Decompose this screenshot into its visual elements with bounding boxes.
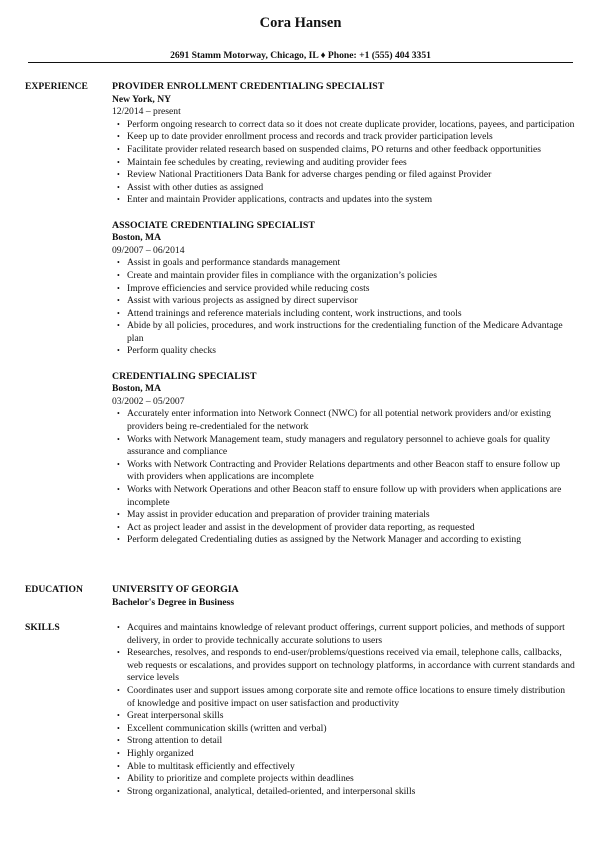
skill-item: • Able to multitask efficiently and effectively (127, 761, 575, 774)
section-label-education: EDUCATION (25, 584, 83, 595)
skill-item: • Ability to prioritize and complete projects within deadlines (127, 773, 575, 786)
job-bullet: • Enter and maintain Provider applications, contracts and updates into the system (127, 194, 575, 207)
job-bullet: • Maintain fee schedules by creating, reviewing and auditing provider fees (127, 157, 575, 170)
job-title: ASSOCIATE CREDENTIALING SPECIALIST (112, 219, 315, 231)
degree: Bachelor's Degree in Business (112, 596, 235, 608)
job-bullet: • May assist in provider education and preparation of provider training materials (127, 509, 575, 522)
job-bullet: • Assist with other duties as assigned (127, 182, 575, 195)
job-bullet: • Act as project leader and assist in the development of provider data reporting, as requested (127, 522, 575, 535)
job-bullet: • Create and maintain provider files in compliance with the organization’s policies (127, 270, 575, 283)
experience-section (25, 81, 575, 547)
job-bullet: • Abide by all policies, procedures, and work instructions for the credentialing function of the Medicare Advantage plan (127, 320, 575, 345)
skill-item: • Coordinates user and support issues among corporate site and remote office locations to ensure timely distribution of knowledge and positive impact on user satisfaction and productivity (127, 685, 575, 710)
skill-item: • Excellent communication skills (written and verbal) (127, 723, 575, 736)
job-dates: 03/2002 – 05/2007 (112, 395, 185, 407)
section-label-skills: SKILLS (25, 622, 60, 633)
school-name: UNIVERSITY OF GEORGIA (112, 584, 239, 595)
job-bullets (112, 119, 575, 207)
job-bullets (112, 257, 575, 358)
education-section (25, 584, 575, 609)
job-bullet: • Works with Network Operations and other Beacon staff to ensure follow up with providers when applications are incomplete (127, 484, 575, 509)
job-entry (112, 81, 575, 207)
job-bullet: • Accurately enter information into Network Connect (NWC) for all potential network providers and/or existing providers being re-credentialed for the network (127, 408, 575, 433)
header-divider (28, 62, 573, 63)
job-bullet: • Improve efficiencies and service provided while reducing costs (127, 283, 575, 296)
skill-item: • Acquires and maintains knowledge of relevant product offerings, current support policies, and methods of support delivery, in order to provide technically accurate solutions to users (127, 622, 575, 647)
job-dates: 12/2014 – present (112, 106, 181, 118)
job-bullet: • Attend trainings and reference materials including content, work instructions, and tools (127, 308, 575, 321)
job-bullet: • Keep up to date provider enrollment process and records and track provider participation levels (127, 131, 575, 144)
contact-info: 2691 Stamm Motorway, Chicago, IL ♦ Phone: +1 (555) 404 3351 (170, 50, 431, 61)
job-dates: 09/2007 – 06/2014 (112, 244, 185, 256)
job-title: CREDENTIALING SPECIALIST (112, 370, 257, 382)
skill-item: • Great interpersonal skills (127, 710, 575, 723)
job-bullet: • Perform delegated Credentialing duties as assigned by the Network Manager and according to existing (127, 534, 575, 547)
skill-item: • Strong organizational, analytical, detailed-oriented, and interpersonal skills (127, 786, 575, 799)
skills-section (25, 622, 575, 798)
job-bullet: • Perform ongoing research to correct data so it does not create duplicate provider, locations, payees, and participation (127, 119, 575, 132)
job-bullet: • Assist in goals and performance standards management (127, 257, 575, 270)
job-bullet: • Perform quality checks (127, 345, 575, 358)
job-location: New York, NY (112, 93, 172, 105)
section-label-experience: EXPERIENCE (25, 81, 88, 92)
job-bullet: • Review National Practitioners Data Bank for adverse charges pending or filed against Provider (127, 169, 575, 182)
experience-list (112, 81, 575, 547)
job-entry (112, 220, 575, 359)
skill-item: • Researches, resolves, and responds to end-user/problems/questions received via email, telephone calls, callbacks, web requests or escalations, and provides support on technology platforms, in accordance with current standards and service levels (127, 647, 575, 685)
job-bullet: • Works with Network Management team, study managers and regulatory personnel to achieve goals for quality assurance and compliance (127, 434, 575, 459)
skills-list (112, 622, 575, 798)
job-bullet: • Facilitate provider related research based on suspended claims, PO returns and other feedback opportunities (127, 144, 575, 157)
job-location: Boston, MA (112, 232, 162, 244)
job-bullet: • Assist with various projects as assigned by direct supervisor (127, 295, 575, 308)
skill-item: • Strong attention to detail (127, 735, 575, 748)
job-bullets (112, 408, 575, 547)
job-bullet: • Works with Network Contracting and Provider Relations departments and other Beacon staff to ensure follow up with providers when applications are incomplete (127, 459, 575, 484)
candidate-name: Cora Hansen (259, 15, 342, 31)
job-location: Boston, MA (112, 383, 162, 395)
job-title: PROVIDER ENROLLMENT CREDENTIALING SPECIALIST (112, 81, 385, 92)
skill-item: • Highly organized (127, 748, 575, 761)
job-entry (112, 371, 575, 547)
